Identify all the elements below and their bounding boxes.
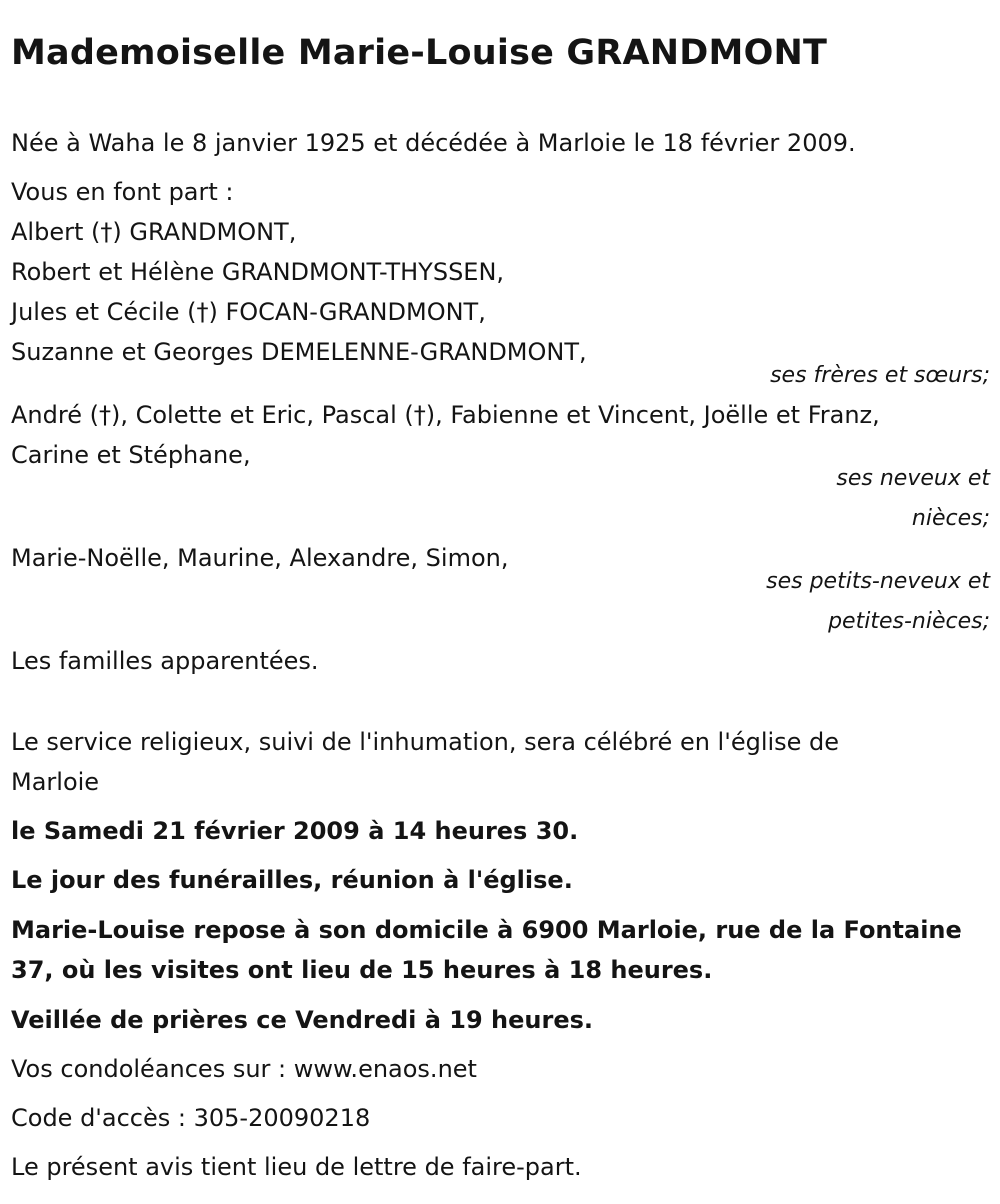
birth-death-line: Née à Waha le 8 janvier 1925 et décédée à Marloie le 18 février 2009. bbox=[11, 129, 856, 157]
announcement-intro: Vous en font part : bbox=[11, 178, 234, 206]
meeting-line: Le jour des funérailles, réunion à l'église. bbox=[11, 866, 573, 894]
families-line: Les familles apparentées. bbox=[11, 647, 319, 675]
closing-line: Le présent avis tient lieu de lettre de faire-part. bbox=[11, 1153, 582, 1181]
nephews-line: Carine et Stéphane, bbox=[11, 441, 251, 469]
sibling-entry: Albert (†) GRANDMONT, bbox=[11, 218, 297, 246]
repose-line: Marie-Louise repose à son domicile à 6900 Marloie, rue de la Fontaine bbox=[11, 916, 962, 944]
grand-nephews-label: ses petits-neveux et bbox=[766, 569, 990, 594]
nephews-label: nièces; bbox=[911, 506, 990, 531]
access-code-line: Code d'accès : 305-20090218 bbox=[11, 1104, 371, 1132]
repose-line: 37, où les visites ont lieu de 15 heures à 18 heures. bbox=[11, 956, 713, 984]
service-line: Le service religieux, suivi de l'inhumation, sera célébré en l'église de bbox=[11, 728, 840, 756]
grand-nephews-label: petites-nièces; bbox=[828, 609, 990, 634]
siblings-label: ses frères et sœurs; bbox=[770, 363, 990, 388]
sibling-entry: Jules et Cécile (†) FOCAN-GRANDMONT, bbox=[11, 298, 486, 326]
service-line: Marloie bbox=[11, 768, 100, 796]
grand-nephews-line: Marie-Noëlle, Maurine, Alexandre, Simon, bbox=[11, 544, 509, 572]
condolences-line: Vos condoléances sur : www.enaos.net bbox=[11, 1055, 477, 1083]
sibling-entry: Suzanne et Georges DEMELENNE-GRANDMONT, bbox=[11, 338, 587, 366]
service-date: le Samedi 21 février 2009 à 14 heures 30. bbox=[11, 817, 579, 845]
nephews-line: André (†), Colette et Eric, Pascal (†), Fabienne et Vincent, Joëlle et Franz, bbox=[11, 401, 880, 429]
nephews-label: ses neveux et bbox=[836, 466, 990, 491]
notice-title: Mademoiselle Marie-Louise GRANDMONT bbox=[11, 33, 828, 73]
vigil-line: Veillée de prières ce Vendredi à 19 heures. bbox=[11, 1006, 594, 1034]
sibling-entry: Robert et Hélène GRANDMONT-THYSSEN, bbox=[11, 258, 505, 286]
